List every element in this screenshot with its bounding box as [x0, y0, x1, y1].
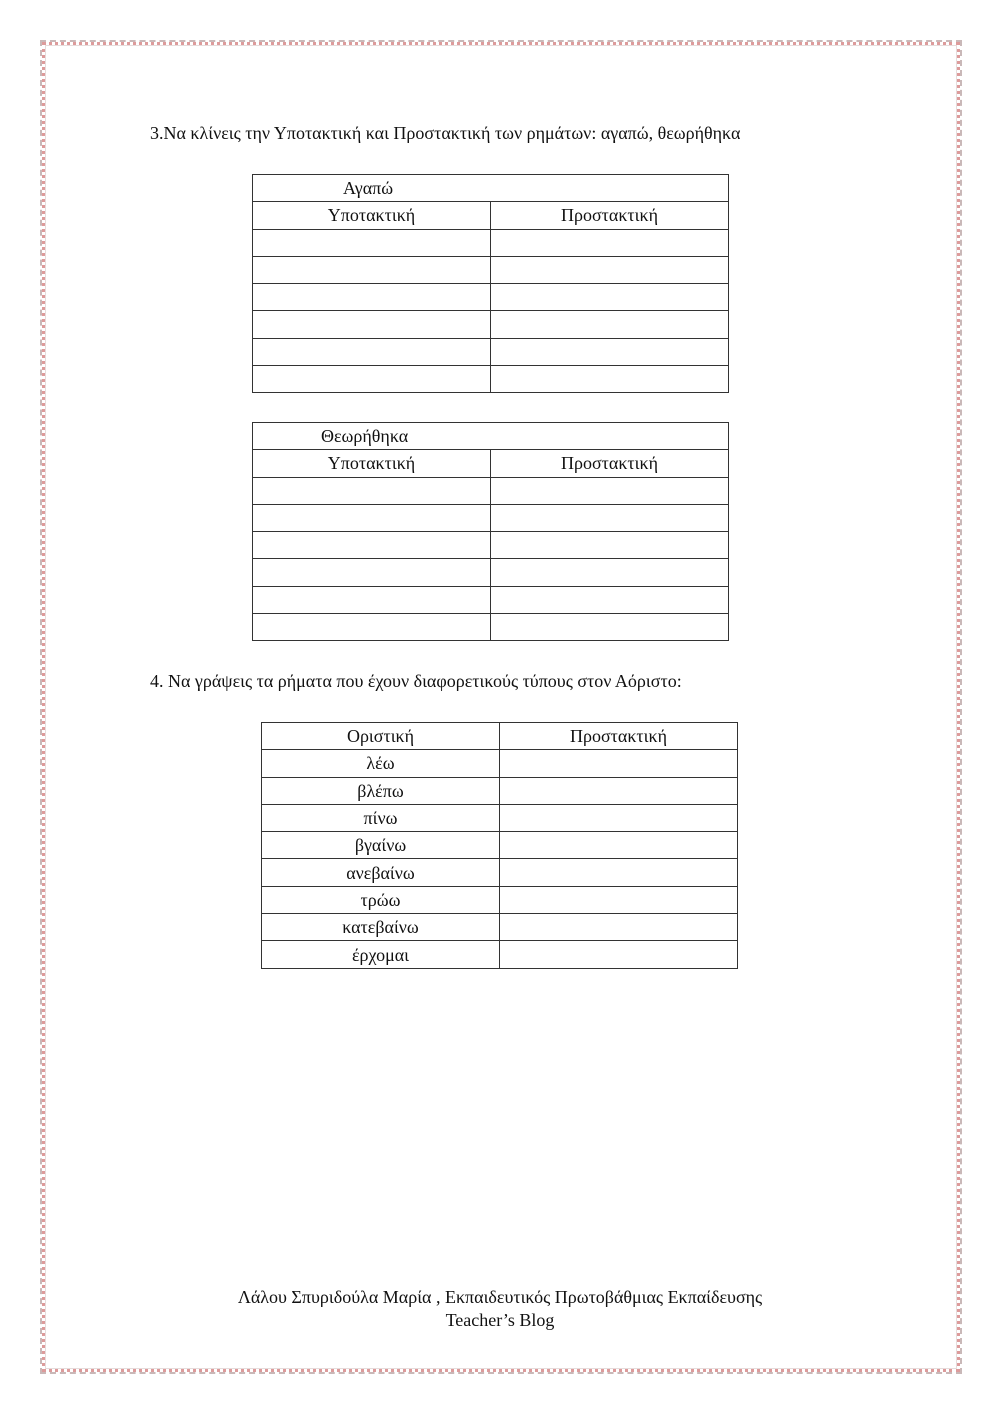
answer-cell[interactable] — [253, 532, 491, 559]
answer-cell[interactable] — [253, 284, 491, 311]
column-header-ypotaktiki: Υποτακτική — [253, 202, 491, 229]
table-row — [253, 532, 729, 559]
verb-cell: έρχομαι — [262, 941, 500, 968]
answer-cell[interactable] — [500, 804, 738, 831]
table-row — [262, 750, 738, 777]
footer-blog: Teacher’s Blog — [445, 1310, 555, 1330]
answer-cell[interactable] — [500, 914, 738, 941]
answer-cell[interactable] — [491, 366, 729, 393]
table-row — [262, 777, 738, 804]
table-title-row — [253, 175, 729, 202]
table-row — [253, 477, 729, 504]
answer-cell[interactable] — [253, 256, 491, 283]
answer-cell[interactable] — [500, 859, 738, 886]
answer-cell[interactable] — [253, 338, 491, 365]
answer-cell[interactable] — [491, 229, 729, 256]
answer-cell[interactable] — [253, 614, 491, 641]
table-header-row — [262, 723, 738, 750]
table-row — [253, 366, 729, 393]
answer-cell[interactable] — [500, 750, 738, 777]
answer-cell[interactable] — [500, 777, 738, 804]
table-title: Θεωρήθηκα — [253, 423, 729, 450]
verb-cell: τρώω — [262, 886, 500, 913]
table-row — [253, 256, 729, 283]
table-title-row — [253, 423, 729, 450]
column-header-prostaktiki: Προστακτική — [491, 450, 729, 477]
column-header-oristiki: Οριστική — [262, 723, 500, 750]
table-row — [253, 284, 729, 311]
table-header-row — [253, 450, 729, 477]
answer-cell[interactable] — [500, 832, 738, 859]
answer-cell[interactable] — [253, 586, 491, 613]
table-row — [253, 504, 729, 531]
column-header-ypotaktiki: Υποτακτική — [253, 450, 491, 477]
table-row — [262, 804, 738, 831]
column-header-prostaktiki: Προστακτική — [500, 723, 738, 750]
answer-cell[interactable] — [253, 477, 491, 504]
table-row — [253, 338, 729, 365]
aoristos-table — [261, 722, 738, 969]
answer-cell[interactable] — [491, 477, 729, 504]
table-row — [253, 229, 729, 256]
answer-cell[interactable] — [491, 504, 729, 531]
table-row — [262, 859, 738, 886]
answer-cell[interactable] — [253, 366, 491, 393]
table-row — [253, 559, 729, 586]
theorithika-table — [252, 422, 729, 641]
verb-cell: ανεβαίνω — [262, 859, 500, 886]
answer-cell[interactable] — [491, 614, 729, 641]
answer-cell[interactable] — [500, 886, 738, 913]
answer-cell[interactable] — [491, 284, 729, 311]
column-header-prostaktiki: Προστακτική — [491, 202, 729, 229]
answer-cell[interactable] — [491, 256, 729, 283]
answer-cell[interactable] — [491, 338, 729, 365]
answer-cell[interactable] — [491, 311, 729, 338]
verb-cell: κατεβαίνω — [262, 914, 500, 941]
verb-cell: πίνω — [262, 804, 500, 831]
table-row — [253, 586, 729, 613]
answer-cell[interactable] — [491, 532, 729, 559]
table-title: Αγαπώ — [253, 175, 729, 202]
table-row — [262, 914, 738, 941]
exercise-3-instruction: 3.Να κλίνεις την Υποτακτική και Προστακτική των ρημάτων: αγαπώ, θεωρήθηκα — [150, 123, 741, 143]
footer-author: Λάλου Σπυριδούλα Μαρία , Εκπαιδευτικός Πρωτοβάθμιας Εκπαίδευσης — [237, 1287, 763, 1307]
table-header-row — [253, 202, 729, 229]
table-row — [262, 832, 738, 859]
verb-cell: λέω — [262, 750, 500, 777]
table-row — [253, 614, 729, 641]
exercise-4-instruction: 4. Να γράψεις τα ρήματα που έχουν διαφορετικούς τύπους στον Αόριστο: — [150, 671, 682, 691]
answer-cell[interactable] — [500, 941, 738, 968]
verb-cell: βλέπω — [262, 777, 500, 804]
answer-cell[interactable] — [253, 311, 491, 338]
table-row — [262, 886, 738, 913]
answer-cell[interactable] — [491, 586, 729, 613]
agapo-table — [252, 174, 729, 393]
table-row — [262, 941, 738, 968]
answer-cell[interactable] — [491, 559, 729, 586]
answer-cell[interactable] — [253, 559, 491, 586]
table-row — [253, 311, 729, 338]
answer-cell[interactable] — [253, 229, 491, 256]
verb-cell: βγαίνω — [262, 832, 500, 859]
answer-cell[interactable] — [253, 504, 491, 531]
